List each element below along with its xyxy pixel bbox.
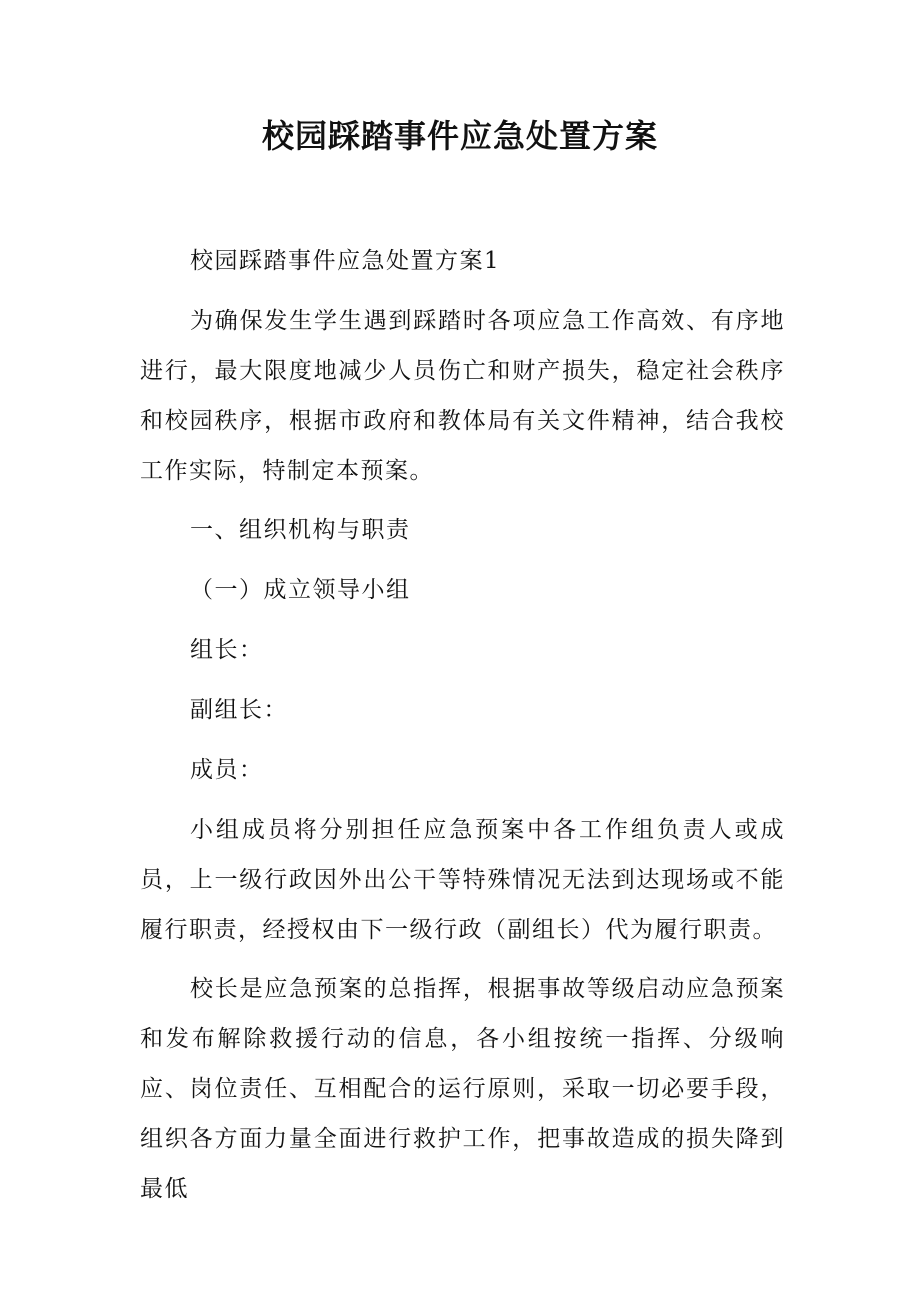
paragraph-purpose: 为确保发生学生遇到踩踏时各项应急工作高效、有序地进行，最大限度地减少人员伤亡和财产损失，稳定社会秩序和校园秩序，根据市政府和教体局有关文件精神，结合我校工作实际，特制定本预案。 [140,308,785,484]
section-heading: 校园踩踏事件应急处置方案1 [190,248,501,274]
subsection-heading-leadership-group: （一）成立领导小组 [190,577,411,603]
paragraph-member-duties: 小组成员将分别担任应急预案中各工作组负责人或成员，上一级行政因外出公干等特殊情况无法到达现场或不能履行职责，经授权由下一级行政（副组长）代为履行职责。 [140,817,785,943]
document-body [140,236,785,1223]
field-deputy-leader: 副组长： [190,697,288,723]
field-group-leader: 组长： [190,637,264,663]
section-heading-organization: 一、组织机构与职责 [190,517,411,543]
document-title: 校园踩踏事件应急处置方案 [261,117,658,155]
paragraph-principal-command: 校长是应急预案的总指挥，根据事故等级启动应急预案和发布解除救援行动的信息，各小组按统一指挥、分级响应、岗位责任、互相配合的运行原则，采取一切必要手段，组织各方面力量全面进行救护工作，把事故造成的损失降到最低 [140,976,785,1202]
field-members: 成员： [190,757,264,783]
